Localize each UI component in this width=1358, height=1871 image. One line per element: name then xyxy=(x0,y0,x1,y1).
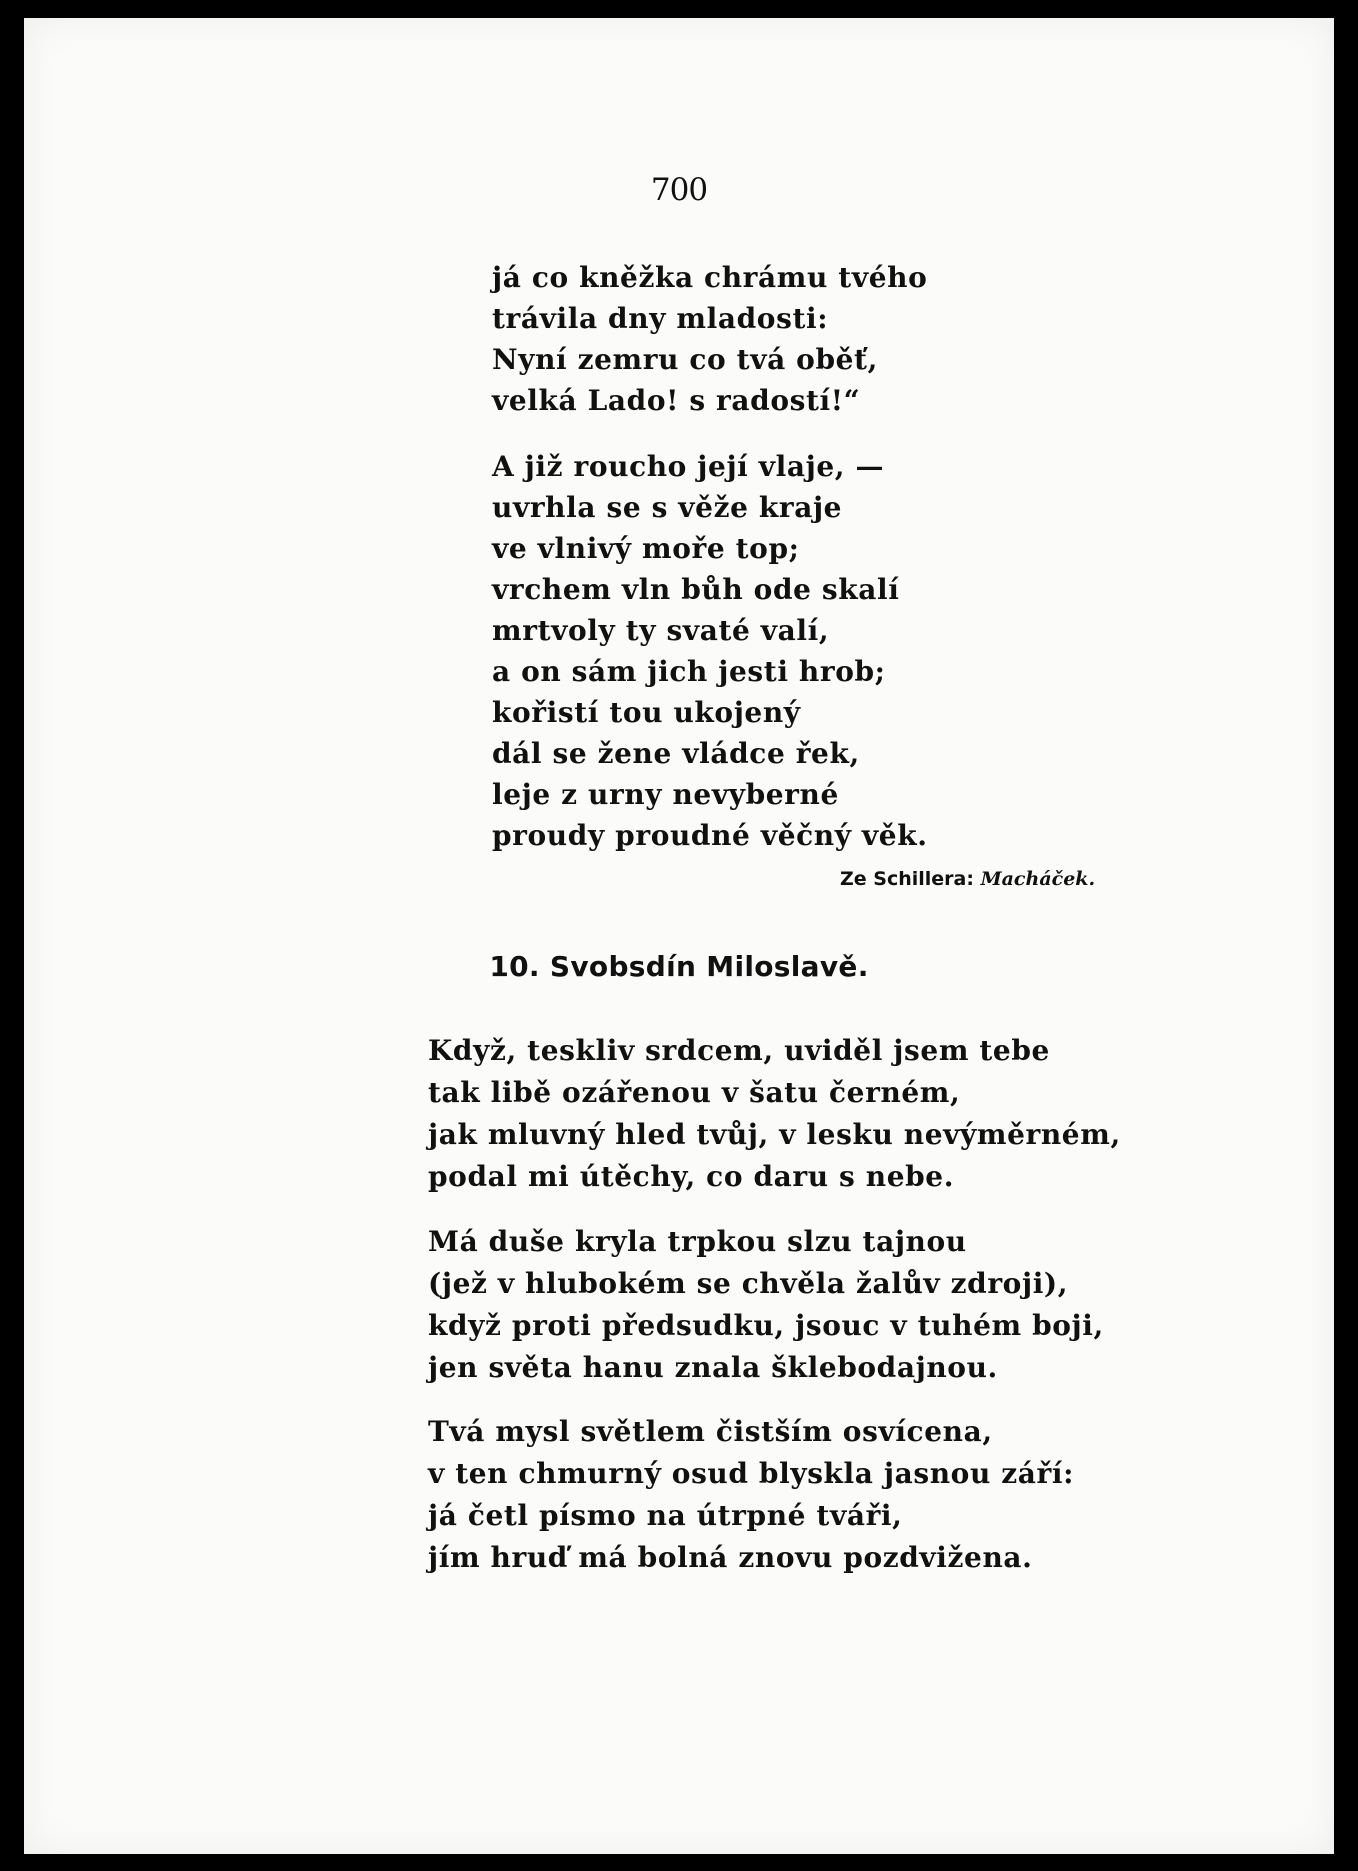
verse-line: (jež v hlubokém se chvěla žalův zdroji), xyxy=(428,1267,1069,1300)
verse-line: podal mi útěchy, co daru s nebe. xyxy=(428,1160,955,1193)
poem2-stanza-3 xyxy=(428,1411,1074,1579)
attribution xyxy=(840,868,1095,890)
verse-line: já co kněžka chrámu tvého xyxy=(492,261,928,294)
verse-line: když proti předsudku, jsouc v tuhém boji, xyxy=(428,1309,1104,1342)
verse-line: vrchem vln bůh ode skalí xyxy=(492,573,900,606)
attribution-source: Ze Schillera: xyxy=(840,868,974,890)
attribution-author: Macháček. xyxy=(980,868,1096,890)
poem1-stanza-1 xyxy=(492,257,927,421)
verse-line: proudy proudné věčný věk. xyxy=(492,819,928,852)
verse-line: Tvá mysl světlem čistším osvícena, xyxy=(428,1415,993,1448)
poem1-stanza-2 xyxy=(492,446,928,856)
verse-line: jak mluvný hled tvůj, v lesku nevýměrném, xyxy=(428,1118,1121,1151)
verse-line: dál se žene vládce řek, xyxy=(492,737,860,770)
verse-line: A již roucho její vlaje, — xyxy=(492,450,885,483)
verse-line: jen světa hanu znala šklebodajnou. xyxy=(428,1351,998,1384)
verse-line: tak libě ozářenou v šatu černém, xyxy=(428,1076,961,1109)
verse-line: leje z urny nevyberné xyxy=(492,778,839,811)
poem2-stanza-2 xyxy=(428,1221,1104,1389)
verse-line: kořistí tou ukojený xyxy=(492,696,801,729)
verse-line: Má duše kryla trpkou slzu tajnou xyxy=(428,1225,967,1258)
page-number: 700 xyxy=(650,172,708,208)
verse-line: jím hruď má bolná znovu pozdvižena. xyxy=(428,1541,1033,1574)
verse-line: uvrhla se s věže kraje xyxy=(492,491,843,524)
verse-line: Když, teskliv srdcem, uviděl jsem tebe xyxy=(428,1034,1050,1067)
verse-line: Nyní zemru co tvá oběť, xyxy=(492,343,878,376)
poem-heading: 10. Svobsdín Miloslavě. xyxy=(489,950,869,983)
verse-line: mrtvoly ty svaté valí, xyxy=(492,614,830,647)
verse-line: v ten chmurný osud blyskla jasnou září: xyxy=(428,1457,1075,1490)
poem2-stanza-1 xyxy=(428,1030,1121,1198)
verse-line: ve vlnivý moře top; xyxy=(492,532,800,565)
verse-line: já četl písmo na útrpné tváři, xyxy=(428,1499,903,1532)
verse-line: velká Lado! s radostí!“ xyxy=(492,384,861,417)
verse-line: trávila dny mladosti: xyxy=(492,302,829,335)
verse-line: a on sám jich jesti hrob; xyxy=(492,655,886,688)
